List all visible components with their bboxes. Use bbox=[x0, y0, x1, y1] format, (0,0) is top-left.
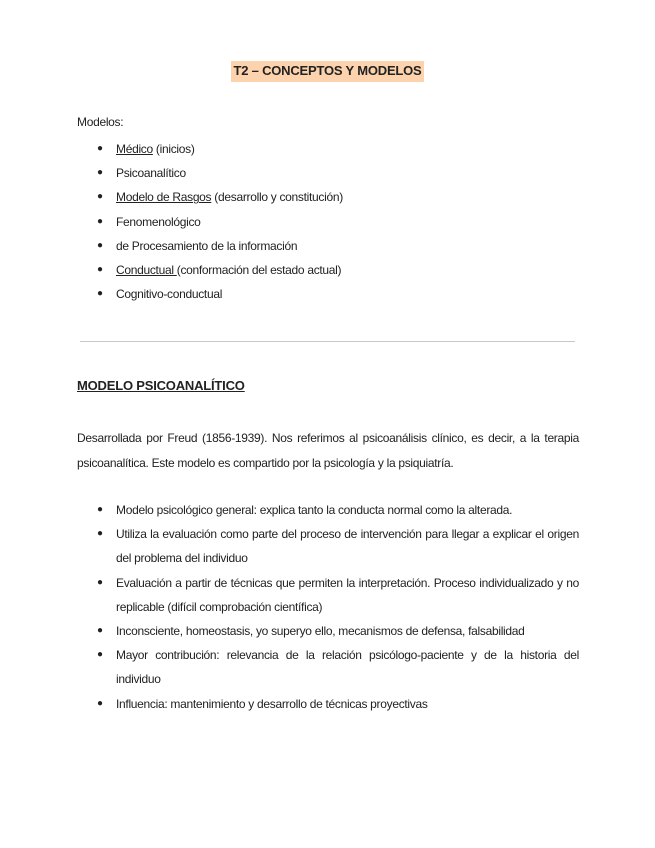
bullet-icon: ● bbox=[97, 625, 103, 637]
bullet-icon: ● bbox=[97, 649, 103, 661]
bullet-icon: ● bbox=[97, 191, 103, 203]
model-name: Cognitivo-conductual bbox=[116, 287, 223, 302]
list-item bbox=[77, 210, 343, 234]
models-label: Modelos: bbox=[77, 115, 124, 129]
model-name: de Procesamiento de la información bbox=[116, 238, 298, 253]
point-text: Modelo psicológico general: explica tanto la conducta normal como la alterada. bbox=[116, 503, 513, 517]
bullet-icon: ● bbox=[97, 528, 103, 540]
bullet-icon: ● bbox=[97, 143, 103, 154]
horizontal-divider bbox=[80, 341, 575, 342]
list-item bbox=[77, 498, 579, 522]
model-note: (inicios) bbox=[152, 142, 195, 156]
model-name: Médico bbox=[116, 142, 153, 156]
list-item bbox=[77, 137, 343, 161]
model-name: Psicoanalítico bbox=[116, 166, 186, 181]
list-item bbox=[77, 282, 343, 306]
model-name: Fenomenológico bbox=[116, 214, 201, 229]
point-text: Evaluación a partir de técnicas que permiten la interpretación. Proceso individualizado y no replicable (difícil comprobación científica) bbox=[116, 575, 579, 614]
bullet-icon: ● bbox=[97, 167, 103, 179]
bullet-icon: ● bbox=[97, 239, 103, 251]
list-item bbox=[77, 522, 579, 570]
bullet-icon: ● bbox=[97, 215, 103, 227]
point-text: Utiliza la evaluación como parte del proceso de intervención para llegar a explicar el origen del problema del individuo bbox=[116, 527, 579, 566]
list-item bbox=[77, 234, 343, 258]
model-name: Conductual bbox=[116, 262, 177, 277]
page-title: T2 – CONCEPTOS Y MODELOS bbox=[231, 61, 423, 82]
section-paragraph: Desarrollada por Freud (1856-1939). Nos referimos al psicoanálisis clínico, es decir, a la terapia psicoanalítica. Este modelo es compartido por la psicología y la psiquiatría. bbox=[77, 431, 579, 470]
model-name: Modelo de Rasgos bbox=[116, 190, 212, 205]
bullet-icon: ● bbox=[97, 288, 103, 300]
model-note: (desarrollo y constitución) bbox=[211, 190, 343, 205]
section-heading: MODELO PSICOANALÍTICO bbox=[77, 378, 245, 393]
point-text: Mayor contribución: relevancia de la relación psicólogo-paciente y de la historia del individuo bbox=[116, 648, 579, 687]
bullet-icon: ● bbox=[97, 697, 103, 709]
list-item bbox=[77, 619, 579, 643]
point-text: Inconsciente, homeostasis, yo superyo ello, mecanismos de defensa, falsabilidad bbox=[116, 624, 525, 639]
list-item bbox=[77, 692, 579, 716]
bullet-icon: ● bbox=[97, 576, 103, 588]
bullet-icon: ● bbox=[97, 504, 103, 515]
bullet-icon: ● bbox=[97, 263, 103, 275]
list-item bbox=[77, 571, 579, 619]
point-text: Influencia: mantenimiento y desarrollo de técnicas proyectivas bbox=[116, 696, 428, 711]
model-note: (conformación del estado actual) bbox=[176, 262, 342, 277]
title-wrapper bbox=[0, 61, 655, 82]
list-item bbox=[77, 258, 343, 282]
list-item bbox=[77, 161, 343, 185]
list-item bbox=[77, 643, 579, 691]
models-list bbox=[77, 137, 343, 306]
list-item bbox=[77, 185, 343, 209]
section-points-list bbox=[77, 498, 579, 716]
